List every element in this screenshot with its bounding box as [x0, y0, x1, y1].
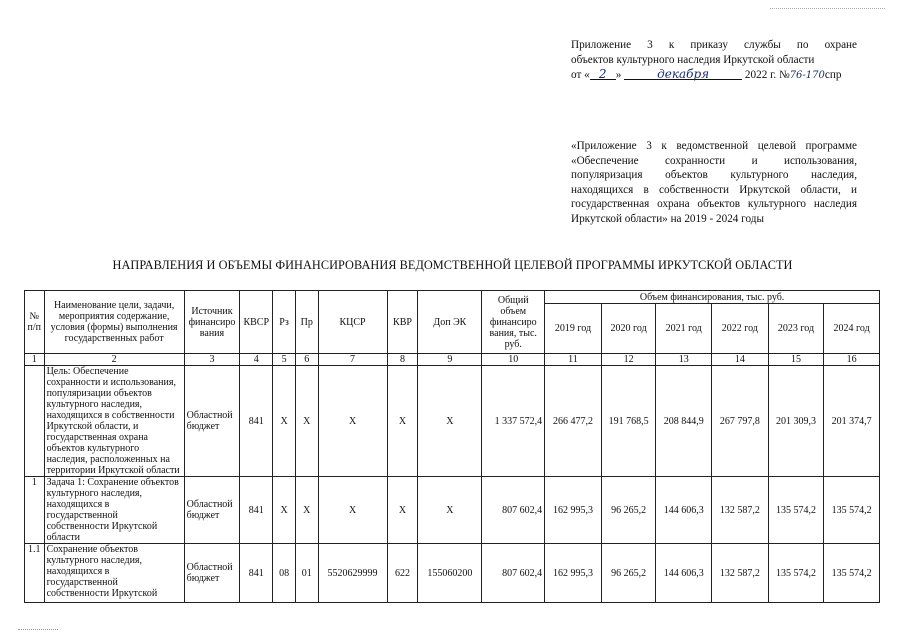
- row-kvr: Х: [387, 477, 418, 544]
- col-number: 13: [656, 354, 712, 366]
- row-num: [25, 366, 45, 477]
- scan-artifact: [770, 8, 885, 11]
- header-rz: Рз: [273, 291, 296, 354]
- row-year-value: 144 606,3: [656, 477, 712, 544]
- row-year-value: 201 374,7: [824, 366, 880, 477]
- row-num: 1: [25, 477, 45, 544]
- number-suffix: спр: [824, 69, 842, 81]
- header-source: Источник финансиро вания: [184, 291, 240, 354]
- row-source: Областной бюджет: [184, 544, 240, 603]
- financing-table: [24, 290, 880, 603]
- row-year-value: 135 574,2: [824, 477, 880, 544]
- year-text: 2022 г. №: [744, 69, 790, 81]
- row-year-value: 135 574,2: [768, 477, 824, 544]
- col-number: 7: [318, 354, 387, 366]
- program-appendix-header: «Приложение 3 к ведомственной целевой программе «Обеспечение сохранности и использования, популяризация объектов культурного наследия, находящихся в собственности Иркутской области, и государственная охрана объектов культурного наследия Иркутской области» на 2019 - 2024 годы: [571, 140, 857, 225]
- appendix-date-line: [571, 67, 857, 84]
- row-pr: Х: [295, 477, 318, 544]
- col-number: 10: [482, 354, 545, 366]
- handwritten-number: 76-170: [789, 70, 825, 81]
- header-year: 2022 год: [712, 304, 769, 354]
- header-name: Наименование цели, задачи, мероприятия содержание, условия (формы) выполнения государственных работ: [44, 291, 184, 354]
- row-kvr: 622: [387, 544, 418, 603]
- header-year: 2020 год: [601, 304, 656, 354]
- row-kcsr: Х: [318, 477, 387, 544]
- row-year-value: 135 574,2: [824, 544, 880, 603]
- row-kvsr: 841: [240, 477, 273, 544]
- row-year-value: 144 606,3: [656, 544, 712, 603]
- row-source: Областной бюджет: [184, 477, 240, 544]
- row-dopek: 155060200: [418, 544, 482, 603]
- from-prefix: от «: [571, 69, 590, 81]
- order-appendix-header: [571, 38, 857, 84]
- handwritten-day: 2: [598, 67, 607, 81]
- row-name: Цель: Обеспечение сохранности и использования, популяризации объектов культурного наследия, находящихся в собственности Иркутской области, и государственная охрана объектов культурного наследия, расположенных на территории Иркутской области: [44, 366, 184, 477]
- row-year-value: 267 797,8: [712, 366, 769, 477]
- header-year: 2024 год: [824, 304, 880, 354]
- row-year-value: 96 265,2: [601, 477, 656, 544]
- row-year-value: 132 587,2: [712, 477, 769, 544]
- col-number: 11: [545, 354, 602, 366]
- row-year-value: 191 768,5: [601, 366, 656, 477]
- header-dopek: Доп ЭК: [418, 291, 482, 354]
- row-year-value: 201 309,3: [768, 366, 824, 477]
- document-title: НАПРАВЛЕНИЯ И ОБЪЕМЫ ФИНАНСИРОВАНИЯ ВЕДОМСТВЕННОЙ ЦЕЛЕВОЙ ПРОГРАММЫ ИРКУТСКОЙ ОБЛАСТИ: [112, 258, 793, 272]
- row-year-value: 162 995,3: [545, 477, 602, 544]
- header-year: 2021 год: [656, 304, 712, 354]
- col-number: 5: [273, 354, 296, 366]
- col-number: 9: [418, 354, 482, 366]
- col-number: 8: [387, 354, 418, 366]
- col-number: 15: [768, 354, 824, 366]
- table-row: [25, 366, 880, 477]
- col-number: 6: [295, 354, 318, 366]
- row-year-value: 266 477,2: [545, 366, 602, 477]
- col-number: 2: [44, 354, 184, 366]
- header-total: Общий объем финансиро вания, тыс. руб.: [482, 291, 545, 354]
- row-year-value: 208 844,9: [656, 366, 712, 477]
- row-pr: 01: [295, 544, 318, 603]
- row-kcsr: Х: [318, 366, 387, 477]
- row-dopek: Х: [418, 366, 482, 477]
- row-year-value: 135 574,2: [768, 544, 824, 603]
- header-num: № п/п: [25, 291, 45, 354]
- row-name: Сохранение объектов культурного наследия, находящихся в государственной собственности Иркутской: [44, 544, 184, 603]
- header-kcsr: КЦСР: [318, 291, 387, 354]
- appendix-line-2: объектов культурного наследия Иркутской области: [571, 53, 815, 66]
- row-name: Задача 1: Сохранение объектов культурного наследия, находящихся в государственной собственности Иркутской области: [44, 477, 184, 544]
- scan-artifact: [18, 629, 58, 630]
- row-total: 1 337 572,4: [482, 366, 545, 477]
- col-number: 16: [824, 354, 880, 366]
- row-num: 1.1: [25, 544, 45, 603]
- col-number: 14: [712, 354, 769, 366]
- col-number: 3: [184, 354, 240, 366]
- table-row: [25, 477, 880, 544]
- row-rz: 08: [273, 544, 296, 603]
- row-kvsr: 841: [240, 366, 273, 477]
- header-year: 2023 год: [768, 304, 824, 354]
- row-year-value: 162 995,3: [545, 544, 602, 603]
- col-number: 1: [25, 354, 45, 366]
- row-year-value: 96 265,2: [601, 544, 656, 603]
- header-kvr: КВР: [387, 291, 418, 354]
- column-numbers-row: [25, 354, 880, 366]
- row-rz: Х: [273, 366, 296, 477]
- row-pr: Х: [295, 366, 318, 477]
- row-total: 807 602,4: [482, 477, 545, 544]
- header-pr: Пр: [295, 291, 318, 354]
- quote-close: »: [615, 69, 622, 81]
- header-kvsr: КВСР: [240, 291, 273, 354]
- table-row: [25, 544, 880, 603]
- row-kvsr: 841: [240, 544, 273, 603]
- row-kcsr: 5520629999: [318, 544, 387, 603]
- handwritten-month: декабря: [657, 67, 710, 81]
- header-row-1: [25, 291, 880, 304]
- row-dopek: Х: [418, 477, 482, 544]
- appendix-line-1: Приложение 3 к приказу службы по охране: [571, 39, 857, 51]
- header-year: 2019 год: [545, 304, 602, 354]
- row-kvr: Х: [387, 366, 418, 477]
- col-number: 4: [240, 354, 273, 366]
- header-funding: Объем финансирования, тыс. руб.: [545, 291, 880, 304]
- row-rz: Х: [273, 477, 296, 544]
- row-source: Областной бюджет: [184, 366, 240, 477]
- row-year-value: 132 587,2: [712, 544, 769, 603]
- col-number: 12: [601, 354, 656, 366]
- row-total: 807 602,4: [482, 544, 545, 603]
